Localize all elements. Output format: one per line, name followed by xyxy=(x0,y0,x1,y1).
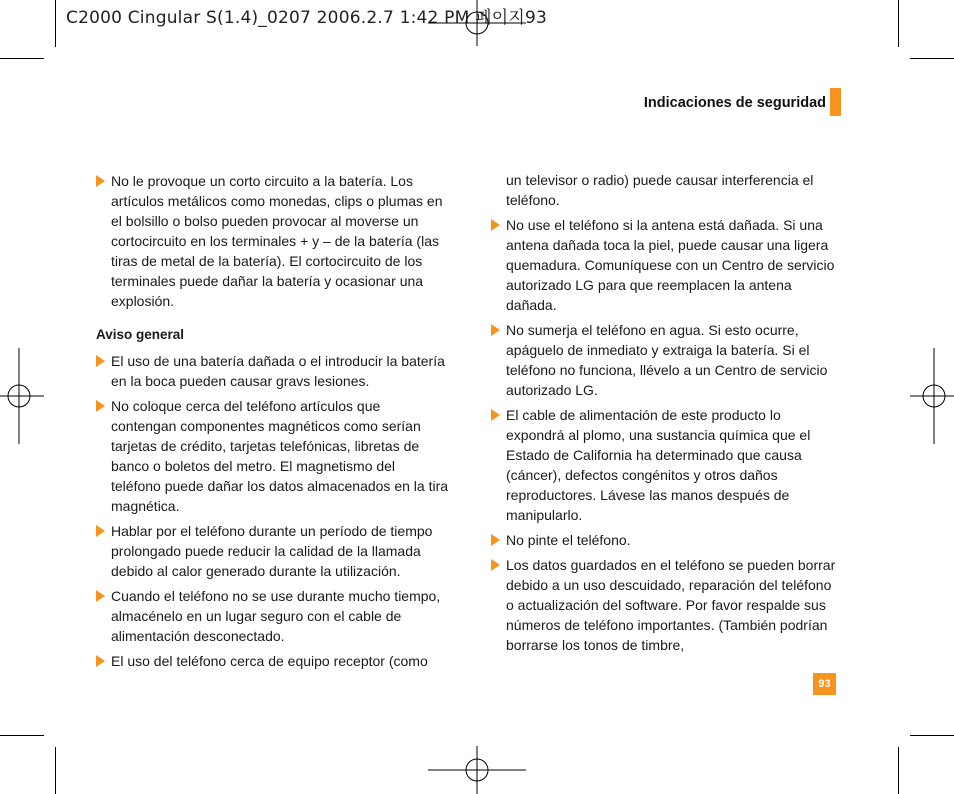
crop-mark xyxy=(55,747,56,794)
bullet-text: Los datos guardados en el teléfono se pueden borrar debido a un uso descuidado, reparación del teléfono o actualización del software. Por favor respalde sus números de teléfono importantes. (También podrían borrarse los tonos de timbre, xyxy=(506,557,836,653)
bullet-item xyxy=(96,521,448,581)
crop-mark xyxy=(910,735,954,736)
bullet-arrow-icon xyxy=(491,409,500,421)
bullet-text: El uso del teléfono cerca de equipo receptor (como xyxy=(111,653,428,669)
crop-mark xyxy=(0,735,44,736)
bullet-text: El cable de alimentación de este producto lo expondrá al plomo, una sustancia química que el Estado de California ha determinado que causa (cáncer), defectos congénitos y otros daños reproductores. Lávese las manos después de manipularlo. xyxy=(506,407,811,523)
bullet-text: Hablar por el teléfono durante un período de tiempo prolongado puede reducir la calidad de la llamada debido al calor generado durante la utilización. xyxy=(111,523,433,579)
left-column xyxy=(96,171,448,676)
bullet-item xyxy=(491,215,841,315)
section-title: Indicaciones de seguridad xyxy=(643,95,826,111)
bullet-arrow-icon xyxy=(96,400,105,412)
print-slug-header: C2000 Cingular S(1.4)_0207 2006.2.7 1:42 PM 페이지93 xyxy=(66,8,547,28)
bullet-text: No le provoque un corto circuito a la batería. Los artículos metálicos como monedas, clips o plumas en el bolsillo o bolso pueden provocar al moverse un cortocircuito en los terminales + y – de la batería (las tiras de metal de la batería). El cortocircuito de los terminales puede dañar la batería y ocasionar una explosión. xyxy=(111,173,443,309)
bullet-arrow-icon xyxy=(96,655,105,667)
bullet-item xyxy=(491,530,841,550)
crop-mark xyxy=(0,58,44,59)
crop-mark xyxy=(898,747,899,794)
bullet-item xyxy=(96,396,448,516)
bullet-item xyxy=(491,555,841,655)
right-column xyxy=(491,170,841,660)
bullet-text: No use el teléfono si la antena está dañada. Si una antena dañada toca la piel, puede causar una ligera quemadura. Comuníquese con un Centro de servicio autorizado LG para que reemplacen la antena dañada. xyxy=(506,217,835,313)
continued-text: un televisor o radio) puede causar interferencia el teléfono. xyxy=(506,172,814,208)
crop-mark xyxy=(898,0,899,47)
bullet-item xyxy=(491,405,841,525)
bullet-item xyxy=(491,320,841,400)
bullet-arrow-icon xyxy=(96,590,105,602)
bullet-arrow-icon xyxy=(491,324,500,336)
bullet-arrow-icon xyxy=(491,219,500,231)
registration-mark-top-icon xyxy=(428,0,526,46)
section-tab-marker xyxy=(830,88,841,116)
bullet-text: No sumerja el teléfono en agua. Si esto ocurre, apáguelo de inmediato y extraiga la batería. Si el teléfono no funciona, llévelo a un Centro de servicio autorizado LG. xyxy=(506,322,828,398)
bullet-item xyxy=(96,651,448,671)
subheading: Aviso general xyxy=(96,327,185,342)
bullet-arrow-icon xyxy=(491,559,500,571)
bullet-item xyxy=(96,171,448,311)
page-number: 93 xyxy=(813,673,836,695)
bullet-arrow-icon xyxy=(96,355,105,367)
registration-mark-bottom-icon xyxy=(428,746,526,794)
crop-mark xyxy=(55,0,56,47)
bullet-text: No coloque cerca del teléfono artículos que contengan componentes magnéticos como serían tarjetas de crédito, tarjetas telefónicas, libretas de banco o boletos del metro. El magnetismo del teléfono puede dañar los datos almacenados en la tira magnética. xyxy=(111,398,449,514)
bullet-arrow-icon xyxy=(491,534,500,546)
bullet-item xyxy=(96,351,448,391)
crop-mark xyxy=(910,58,954,59)
bullet-text: Cuando el teléfono no se use durante mucho tiempo, almacénelo en un lugar seguro con el cable de alimentación desconectado. xyxy=(111,588,441,644)
bullet-item xyxy=(96,586,448,646)
bullet-text: No pinte el teléfono. xyxy=(506,532,631,548)
bullet-arrow-icon xyxy=(96,525,105,537)
registration-mark-right-icon xyxy=(910,348,954,444)
registration-mark-left-icon xyxy=(0,348,44,444)
bullet-text: El uso de una batería dañada o el introducir la batería en la boca pueden causar gravs lesiones. xyxy=(111,353,445,389)
bullet-arrow-icon xyxy=(96,175,105,187)
